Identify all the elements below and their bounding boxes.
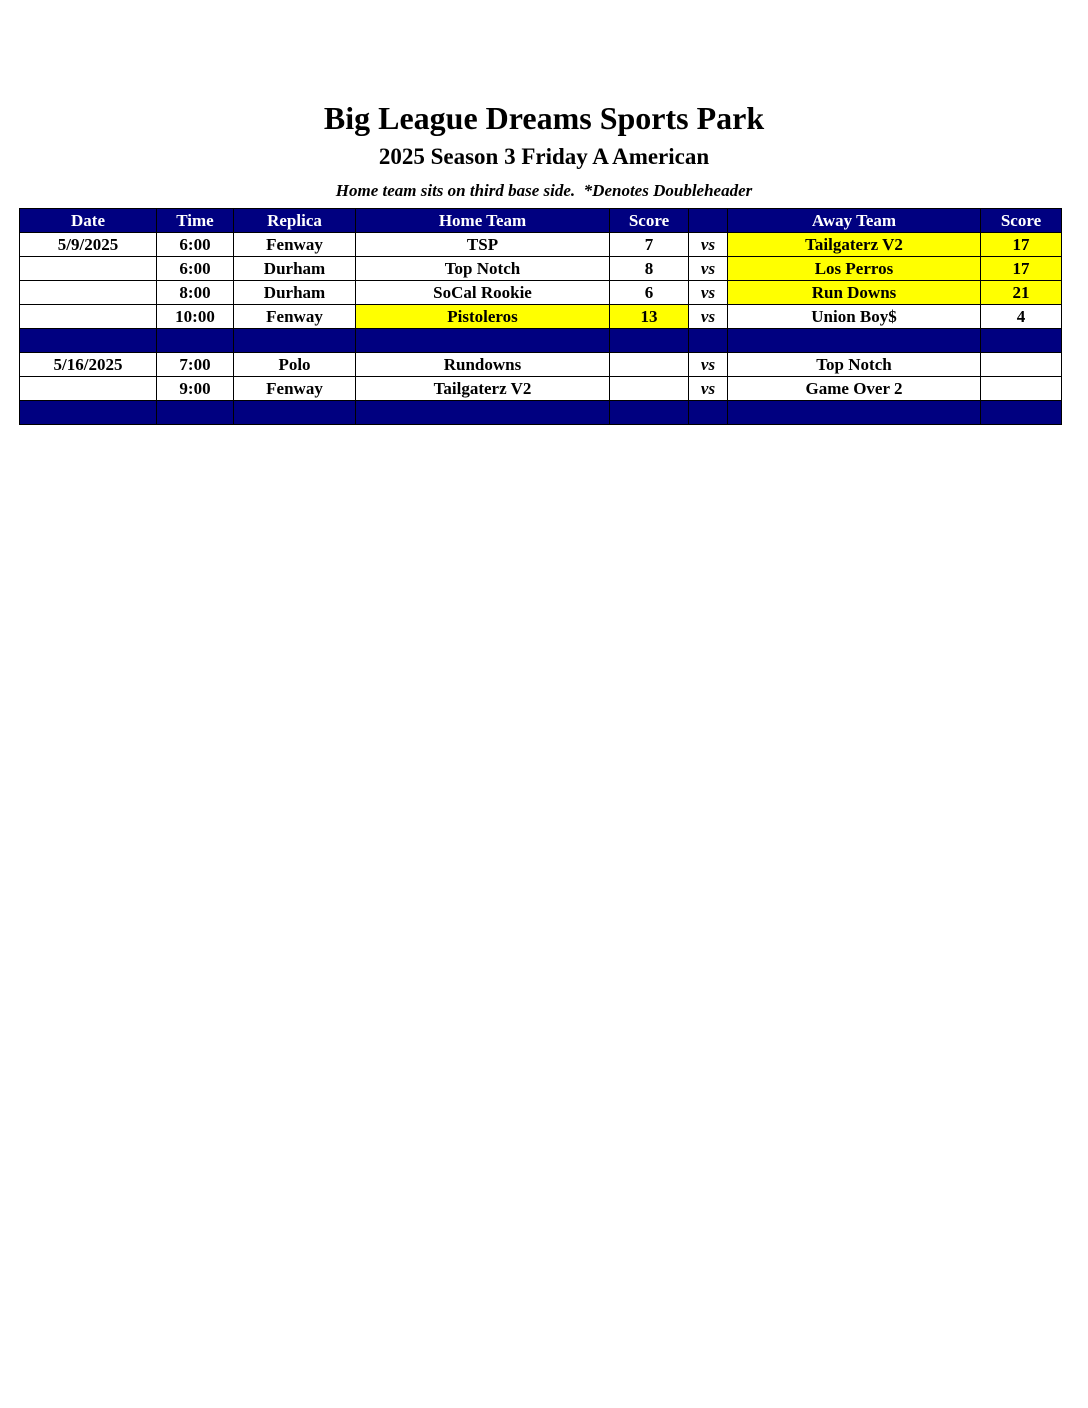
versus-label: vs: [689, 353, 728, 377]
column-header-home-team: Home Team: [356, 209, 610, 233]
column-header-replica: Replica: [234, 209, 356, 233]
home-score: [610, 353, 689, 377]
home-score: 6: [610, 281, 689, 305]
game-replica: Polo: [234, 353, 356, 377]
home-score: [610, 377, 689, 401]
away-score: [981, 353, 1062, 377]
versus-label: vs: [689, 233, 728, 257]
schedule-table: [19, 208, 1062, 425]
table-row: [20, 281, 1062, 305]
away-score: 17: [981, 257, 1062, 281]
versus-label: vs: [689, 305, 728, 329]
game-replica: Fenway: [234, 233, 356, 257]
column-header-time: Time: [157, 209, 234, 233]
home-team: TSP: [356, 233, 610, 257]
game-time: 8:00: [157, 281, 234, 305]
game-time: 6:00: [157, 257, 234, 281]
column-header-vs: [689, 209, 728, 233]
table-row: [20, 233, 1062, 257]
game-time: 6:00: [157, 233, 234, 257]
home-team: Top Notch: [356, 257, 610, 281]
home-score: 13: [610, 305, 689, 329]
game-replica: Durham: [234, 281, 356, 305]
game-replica: Fenway: [234, 377, 356, 401]
away-team: Los Perros: [728, 257, 981, 281]
home-team: Tailgaterz V2: [356, 377, 610, 401]
versus-label: vs: [689, 257, 728, 281]
game-date: 5/16/2025: [20, 353, 157, 377]
column-header-date: Date: [20, 209, 157, 233]
versus-label: vs: [689, 281, 728, 305]
table-row: [20, 377, 1062, 401]
versus-label: vs: [689, 377, 728, 401]
schedule-note: Home team sits on third base side. *Denotes Doubleheader: [335, 181, 753, 200]
away-team: Tailgaterz V2: [728, 233, 981, 257]
page-title: Big League Dreams Sports Park: [323, 100, 765, 136]
away-team: Game Over 2: [728, 377, 981, 401]
away-score: 17: [981, 233, 1062, 257]
away-score: 4: [981, 305, 1062, 329]
game-replica: Fenway: [234, 305, 356, 329]
away-score: 21: [981, 281, 1062, 305]
header-row: [20, 209, 1062, 233]
week-divider-row: [20, 329, 1062, 353]
page-subtitle: 2025 Season 3 Friday A American: [378, 144, 710, 169]
game-date: [20, 377, 157, 401]
home-team: Rundowns: [356, 353, 610, 377]
table-row: [20, 257, 1062, 281]
home-team: SoCal Rookie: [356, 281, 610, 305]
game-date: [20, 281, 157, 305]
game-time: 9:00: [157, 377, 234, 401]
table-row: [20, 353, 1062, 377]
column-header-away-team: Away Team: [728, 209, 981, 233]
game-time: 10:00: [157, 305, 234, 329]
away-team: Union Boy$: [728, 305, 981, 329]
game-date: [20, 305, 157, 329]
column-header-away-score: Score: [981, 209, 1062, 233]
game-time: 7:00: [157, 353, 234, 377]
game-date: [20, 257, 157, 281]
away-score: [981, 377, 1062, 401]
game-date: 5/9/2025: [20, 233, 157, 257]
column-header-home-score: Score: [610, 209, 689, 233]
table-row: [20, 305, 1062, 329]
away-team: Run Downs: [728, 281, 981, 305]
week-divider-row: [20, 401, 1062, 425]
home-score: 7: [610, 233, 689, 257]
game-replica: Durham: [234, 257, 356, 281]
home-score: 8: [610, 257, 689, 281]
away-team: Top Notch: [728, 353, 981, 377]
home-team: Pistoleros: [356, 305, 610, 329]
